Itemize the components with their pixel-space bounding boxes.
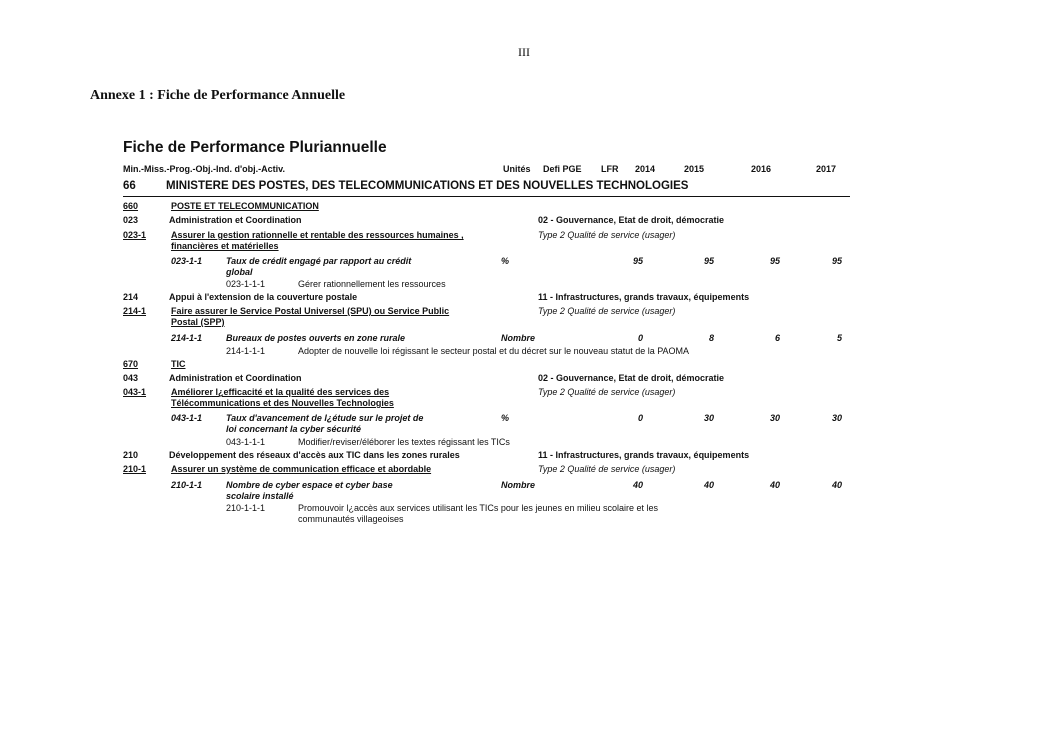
activite-label-line2: communautés villageoises (298, 514, 404, 524)
annexe-title: Annexe 1 : Fiche de Performance Annuelle (90, 88, 346, 103)
activite-label: Modifier/reviser/éléborer les textes régissant les TICs (298, 437, 510, 447)
activite-code: 214-1-1-1 (226, 346, 266, 356)
objectif-label-line2: financières et matérielles (171, 241, 279, 251)
programme-code: 043 (123, 373, 139, 383)
programme-defi: 02 - Gouvernance, Etat de droit, démocratie (538, 373, 725, 383)
objectif-label-line1: Faire assurer le Service Postal Universel (SPU) ou Service Public (171, 306, 450, 316)
activite-code: 023-1-1-1 (226, 279, 266, 289)
header-codes: Min.-Miss.-Prog.-Obj.-Ind. d'obj.-Activ. (123, 164, 285, 174)
header-2015: 2015 (684, 164, 705, 174)
programme-label: Développement des réseaux d'accès aux TIC dans les zones rurales (169, 450, 460, 460)
activite-label: Adopter de nouvelle loi régissant le secteur postal et du décret sur le nouveau statut de la PAOMA (298, 346, 690, 356)
indicateur-label-line1: Nombre de cyber espace et cyber base (226, 480, 393, 490)
value-2014: 40 (632, 480, 643, 490)
objectif-code: 214-1 (123, 306, 147, 316)
value-2017: 95 (831, 256, 842, 266)
programme-code: 214 (123, 292, 139, 302)
programme-defi: 11 - Infrastructures, grands travaux, équipements (538, 292, 750, 302)
indicateur-label-line1: Bureaux de postes ouverts en zone rurale (226, 333, 406, 343)
indicateur-unit: Nombre (501, 480, 536, 490)
value-2017: 30 (831, 413, 842, 423)
activite-code: 210-1-1-1 (226, 503, 266, 513)
programme-defi: 02 - Gouvernance, Etat de droit, démocratie (538, 215, 725, 225)
header-2016: 2016 (751, 164, 772, 174)
indicateur-label-line1: Taux d'avancement de l¿étude sur le projet de (226, 413, 424, 423)
objectif-label-line1: Améliorer l¿efficacité et la qualité des services des (171, 387, 390, 397)
mission-label: POSTE ET TELECOMMUNICATION (171, 201, 319, 211)
value-2015: 8 (708, 333, 714, 343)
programme-label: Appui à l'extension de la couverture postale (169, 292, 358, 302)
objectif-label-line1: Assurer un système de communication efficace et abordable (171, 464, 432, 474)
activite-label: Gérer rationnellement les ressources (298, 279, 446, 289)
indicateur-code: 210-1-1 (171, 480, 203, 490)
value-2015: 40 (703, 480, 714, 490)
indicateur-unit: % (501, 413, 510, 423)
activite-code: 043-1-1-1 (226, 437, 266, 447)
programme-code: 023 (123, 215, 139, 225)
value-2014: 0 (637, 333, 643, 343)
indicateur-code: 214-1-1 (171, 333, 203, 343)
activite-label-line1: Promouvoir l¿accès aux services utilisant les TICs pour les jeunes en milieu scolaire et les (298, 503, 658, 513)
ministere-name: MINISTERE DES POSTES, DES TELECOMMUNICATIONS ET DES NOUVELLES TECHNOLOGIES (166, 180, 689, 192)
objectif-code: 043-1 (123, 387, 147, 397)
programme-defi: 11 - Infrastructures, grands travaux, équipements (538, 450, 750, 460)
indicateur-unit: Nombre (501, 333, 536, 343)
indicateur-label-line2: loi concernant la cyber sécurité (226, 424, 362, 434)
value-2014: 0 (637, 413, 643, 423)
programme-label: Administration et Coordination (169, 215, 302, 225)
value-2016: 40 (769, 480, 780, 490)
value-2015: 95 (703, 256, 714, 266)
programme-code: 210 (123, 450, 139, 460)
value-2017: 5 (836, 333, 842, 343)
header-defi-pge: Defi PGE (543, 164, 582, 174)
indicateur-label-line1: Taux de crédit engagé par rapport au crédit (226, 256, 412, 266)
value-2016: 30 (769, 413, 780, 423)
header-lfr: LFR (601, 164, 619, 174)
programme-label: Administration et Coordination (169, 373, 302, 383)
objectif-label-line2: Télécommunications et des Nouvelles Technologies (171, 398, 394, 408)
indicateur-label-line2: scolaire installé (226, 491, 294, 501)
indicateur-code: 023-1-1 (171, 256, 203, 266)
indicateur-code: 043-1-1 (171, 413, 203, 423)
indicateur-unit: % (501, 256, 510, 266)
value-2014: 95 (632, 256, 643, 266)
value-2016: 6 (774, 333, 780, 343)
objectif-type: Type 2 Qualité de service (usager) (538, 464, 676, 474)
objectif-type: Type 2 Qualité de service (usager) (538, 230, 676, 240)
page-number: III (518, 45, 530, 59)
indicateur-label-line2: global (226, 267, 253, 277)
objectif-code: 210-1 (123, 464, 147, 474)
mission-code: 660 (123, 201, 139, 211)
value-2016: 95 (769, 256, 780, 266)
header-unites: Unités (503, 164, 531, 174)
ministere-code: 66 (123, 180, 136, 192)
objectif-code: 023-1 (123, 230, 147, 240)
mission-label: TIC (171, 359, 186, 369)
mission-code: 670 (123, 359, 139, 369)
fiche-title: Fiche de Performance Pluriannuelle (123, 139, 387, 156)
objectif-label-line2: Postal (SPP) (171, 317, 225, 327)
objectif-type: Type 2 Qualité de service (usager) (538, 306, 676, 316)
objectif-type: Type 2 Qualité de service (usager) (538, 387, 676, 397)
ministere-divider (123, 196, 850, 197)
header-2017: 2017 (816, 164, 837, 174)
value-2015: 30 (703, 413, 714, 423)
objectif-label-line1: Assurer la gestion rationnelle et rentable des ressources humaines , (171, 230, 464, 240)
value-2017: 40 (831, 480, 842, 490)
header-2014: 2014 (635, 164, 656, 174)
